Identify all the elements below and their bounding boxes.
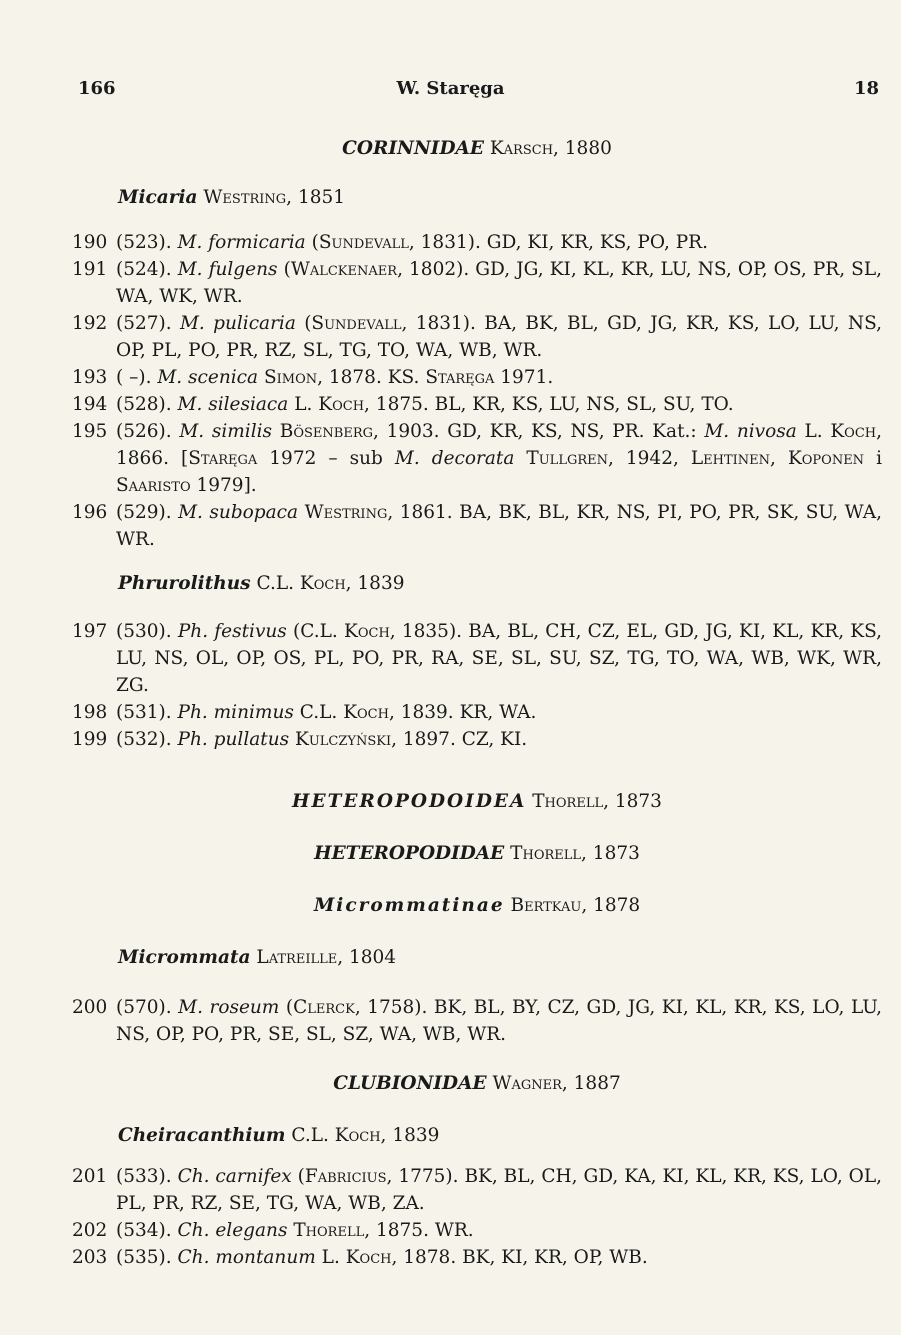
entry-text: (526). (116, 421, 180, 442)
entry-text: , 1802). GD, JG, KI, KL, KR, LU, NS, OP, OS, PR, SL, WA, WK, WR. (116, 259, 882, 307)
author-name: Thorell (293, 1220, 365, 1241)
species-name: Ph. minimus (177, 702, 294, 723)
species-entry-190 (72, 229, 882, 256)
species-list-e190_196 (72, 229, 882, 553)
entry-text: 1972 – sub (257, 448, 395, 469)
taxon-authority: Wagner, 1887 (492, 1073, 621, 1094)
taxon-name: HETEROPODOIDEA (292, 791, 527, 812)
author-name: Lehtinen (690, 448, 771, 469)
species-entry-197 (72, 618, 882, 699)
entry-text: , 1835). BA, BL, CH, CZ, EL, GD, JG, KI, KL, KR, KS, LU, NS, OL, OP, OS, PL, PO, PR, RA, SE, SL, SU, SZ, TG, TO, WA, WB, WK, WR, ZG. (116, 621, 883, 696)
species-list-e200 (72, 994, 882, 1048)
entry-text: (531). (116, 702, 178, 723)
species-entry-203 (72, 1244, 882, 1271)
author-name: Koponen (787, 448, 865, 469)
author-name: Sundevall (311, 313, 402, 334)
entry-text: (535). (116, 1247, 178, 1268)
taxon-name: HETEROPODIDAE (314, 843, 505, 864)
page-number: 166 (78, 78, 116, 99)
genus-heading-micaria (72, 184, 901, 211)
entry-text: (C.L. (286, 621, 345, 642)
entry-text: (530). (116, 621, 178, 642)
entry-text: ( (291, 1166, 305, 1187)
taxon-authority: Bertkau, 1878 (510, 895, 641, 916)
entry-text: , 1861. BA, BK, BL, KR, NS, PI, PO, PR, SK, SU, WA, WR. (116, 502, 882, 550)
entry-text: (529). (116, 502, 179, 523)
genus-authority: Westring, 1851 (203, 187, 346, 208)
entry-text: ( (279, 997, 294, 1018)
genus-authority: Koch, 1839 (334, 1125, 440, 1146)
author-name: Koch (343, 702, 389, 723)
taxon-authority: Thorell, 1873 (510, 843, 640, 864)
author-name: Koch (345, 1247, 392, 1268)
entry-text: ( (277, 259, 291, 280)
species-entry-201 (72, 1163, 882, 1217)
author-name: Koch (830, 421, 877, 442)
entry-text: (570). (116, 997, 179, 1018)
entry-text: , 1831). GD, KI, KR, KS, PO, PR. (408, 232, 708, 253)
author-name: Staręga (425, 367, 495, 388)
entry-text: L. (315, 1247, 346, 1268)
running-header-number: 18 (853, 78, 879, 99)
entry-number: 198 (72, 702, 108, 723)
entry-text (272, 421, 280, 442)
entry-text: (528). (116, 394, 178, 415)
running-header-author: W. Staręga (396, 78, 505, 99)
species-list-e197_199 (72, 618, 882, 753)
species-entry-192 (72, 310, 882, 364)
author-name: Walckenaer (290, 259, 398, 280)
author-name: Fabricius (304, 1166, 387, 1187)
entry-text: (524). (116, 259, 178, 280)
species-entry-202 (72, 1217, 882, 1244)
genus-name: Phrurolithus (118, 573, 251, 594)
entry-number: 190 (72, 232, 108, 253)
author-name: Bösenberg (279, 421, 373, 442)
genus-authority: Koch, 1839 (299, 573, 405, 594)
species-name: Ph. festivus (177, 621, 287, 642)
family-heading-clubionidae (72, 1070, 882, 1097)
author-name: Clerck (293, 997, 355, 1018)
taxon-name: CORINNIDAE (342, 138, 484, 159)
entry-text: , 1878. BK, KI, KR, OP, WB. (391, 1247, 648, 1268)
species-name: M. decorata (394, 448, 515, 469)
species-name: M. similis (179, 421, 273, 442)
species-list-e201_203 (72, 1163, 882, 1271)
taxon-authority: Thorell, 1873 (532, 791, 662, 812)
species-name: Ph. pullatus (177, 729, 290, 750)
genus-heading-micrommata (72, 944, 901, 971)
entry-text: L. (796, 421, 831, 442)
author-name: Koch (344, 621, 390, 642)
authority-initials: C.L. (256, 573, 300, 594)
entry-text: , 1903. GD, KR, KS, NS, PR. Kat.: (373, 421, 705, 442)
family-heading-corinnidae (72, 135, 882, 162)
entry-text: 1979]. (190, 475, 257, 496)
species-entry-199 (72, 726, 882, 753)
genus-name: Micrommata (118, 947, 251, 968)
author-name: Staręga (188, 448, 258, 469)
entry-number: 193 (72, 367, 108, 388)
entry-number: 196 (72, 502, 108, 523)
species-entry-200 (72, 994, 882, 1048)
entry-text: , 1831). BA, BK, BL, GD, JG, KR, KS, LO, LU, NS, OP, PL, PO, PR, RZ, SL, TG, TO, WA, WB, WR. (116, 313, 882, 361)
entry-number: 199 (72, 729, 108, 750)
species-name: Ch. montanum (177, 1247, 316, 1268)
entry-text: C.L. (293, 702, 344, 723)
species-name: M. fulgens (177, 259, 278, 280)
entry-text: , 1942, (608, 448, 691, 469)
entry-text: (527). (116, 313, 180, 334)
genus-name: Cheiracanthium (118, 1125, 286, 1146)
species-entry-191 (72, 256, 882, 310)
family-heading-micrommatinae (72, 892, 882, 919)
entry-number: 191 (72, 259, 108, 280)
entry-text: , 1878. KS. (317, 367, 426, 388)
species-entry-194 (72, 391, 882, 418)
species-name: M. scenica (157, 367, 259, 388)
entry-text: , 1775). BK, BL, CH, GD, KA, KI, KL, KR, KS, LO, OL, PL, PR, RZ, SE, TG, WA, WB, ZA. (116, 1166, 882, 1214)
author-name: Saaristo (116, 475, 191, 496)
family-heading-heteropodoidea (72, 788, 882, 815)
entry-number: 194 (72, 394, 108, 415)
entry-text: , 1897. CZ, KI. (391, 729, 528, 750)
species-name: M. pulicaria (179, 313, 296, 334)
entry-number: 202 (72, 1220, 108, 1241)
entry-number: 197 (72, 621, 108, 642)
entry-number: 195 (72, 421, 108, 442)
species-name: M. formicaria (177, 232, 306, 253)
entry-number: 192 (72, 313, 108, 334)
species-entry-198 (72, 699, 882, 726)
species-entry-193 (72, 364, 882, 391)
entry-text: ( –). (116, 367, 158, 388)
taxon-name: Micrommatinae (313, 895, 505, 916)
author-name: Tullgren (526, 448, 608, 469)
taxon-authority: Karsch, 1880 (489, 138, 612, 159)
taxon-name: CLUBIONIDAE (333, 1073, 487, 1094)
species-name: Ch. elegans (177, 1220, 288, 1241)
author-name: Kulczyński (295, 729, 392, 750)
entry-text: , 1875. WR. (364, 1220, 474, 1241)
entry-number: 203 (72, 1247, 108, 1268)
species-name: M. roseum (178, 997, 280, 1018)
species-entry-196 (72, 499, 882, 553)
entry-text: ( (295, 313, 312, 334)
entry-text: i (864, 448, 882, 469)
entry-text: 1971. (494, 367, 554, 388)
genus-heading-cheiracanthium (72, 1122, 901, 1149)
entry-text: , 1866. [ (116, 421, 882, 469)
species-name: M. nivosa (704, 421, 797, 442)
entry-text: , 1758). BK, BL, BY, CZ, GD, JG, KI, KL, KR, KS, LO, LU, NS, OP, PO, PR, SE, SL, SZ, WA, WB, WR. (116, 997, 882, 1045)
entry-text: L. (288, 394, 319, 415)
author-name: Simon (263, 367, 318, 388)
author-name: Sundevall (318, 232, 409, 253)
authority-initials: C.L. (291, 1125, 335, 1146)
entry-text: , 1839. KR, WA. (388, 702, 537, 723)
author-name: Westring (304, 502, 388, 523)
genus-name: Micaria (118, 187, 198, 208)
entry-text: (534). (116, 1220, 178, 1241)
entry-text: , (770, 448, 788, 469)
entry-text: (532). (116, 729, 178, 750)
species-name: M. silesiaca (177, 394, 289, 415)
entry-text: (533). (116, 1166, 178, 1187)
species-entry-195 (72, 418, 882, 499)
entry-text: (523). (116, 232, 178, 253)
entry-text: , 1875. BL, KR, KS, LU, NS, SL, SU, TO. (364, 394, 734, 415)
entry-number: 201 (72, 1166, 108, 1187)
entry-text (514, 448, 526, 469)
author-name: Koch (318, 394, 365, 415)
species-name: M. subopaca (178, 502, 299, 523)
entry-text: ( (305, 232, 319, 253)
species-name: Ch. carnifex (177, 1166, 292, 1187)
family-heading-heteropodidae (72, 840, 882, 867)
genus-heading-phrurolithus (72, 570, 901, 597)
entry-number: 200 (72, 997, 108, 1018)
genus-authority: Latreille, 1804 (256, 947, 397, 968)
